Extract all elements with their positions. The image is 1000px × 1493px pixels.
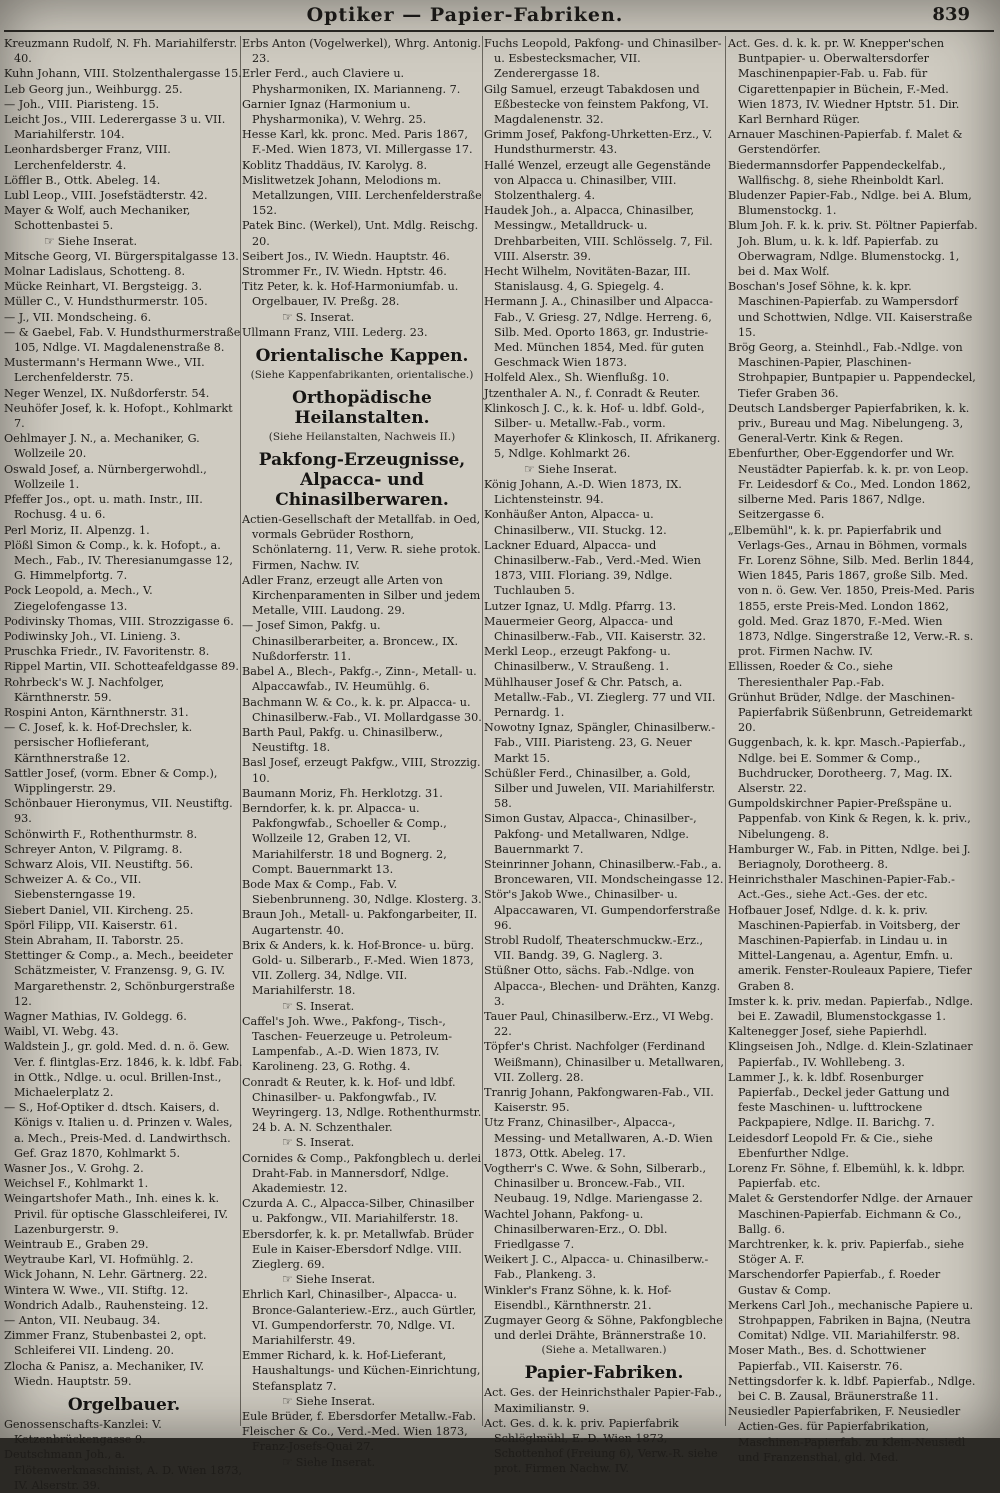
directory-entry: Merkl Leop., erzeugt Pakfong- u. Chinasilberw., V. Straußeng. 1. (484, 645, 671, 674)
directory-entry: Moser Math., Bes. d. Schottwiener Papierfab., VII. Kaiserstr. 76. (728, 1344, 926, 1373)
directory-entry: Genossenschafts-Kanzlei: V. Ketzenbrückengasse 9. (4, 1418, 162, 1447)
see-advertisement-text: Siehe Inserat. (295, 1273, 376, 1287)
section-cross-reference: (Siehe Kappenfabrikanten, orientalische.) (250, 369, 474, 382)
directory-entry: Boschan's Josef Söhne, k. k. kpr. Maschinen-Papierfab. zu Wampersdorf und Schottwien, Ndlge. VII. Kaiserstraße 15. (728, 280, 973, 339)
directory-entry: Babel A., Blech-, Pakfg.-, Zinn-, Metall- u. Alpaccawfab., IV. Heumühlg. 6. (242, 665, 477, 694)
directory-entry: Utz Franz, Chinasilber-, Alpacca-, Messing- und Metallwaren, A.-D. Wien 1873, Ottk. Abeleg. 17. (484, 1116, 713, 1160)
section-heading: Papier-Fabriken. (524, 1363, 684, 1384)
directory-entry: Podivinsky Thomas, VIII. Strozzigasse 6. (4, 614, 234, 628)
directory-entry: Act. Ges. d. k. k. priv. Papierfabrik Schlöglmühl, E.-D. Wien 1873, Schottenhof (Freiung 6), Verw.-R. siehe prot. Firmen Nachw. IV. (484, 1416, 718, 1476)
section-cross-reference: (Siehe Heilanstalten, Nachweis II.) (268, 431, 456, 444)
directory-entry: Caffel's Joh. Wwe., Pakfong-, Tisch-, Taschen- Feuerzeuge u. Petroleum-Lampenfab., A.-D. Wien 1873, IV. Karolineng. 23, G. Rothg. 4. (242, 1014, 452, 1074)
directory-entry: Holfeld Alex., Sh. Wienflußg. 10. (484, 371, 670, 385)
directory-entry: Pfeffer Jos., opt. u. math. Instr., III. Rochusg. 4 u. 6. (4, 493, 203, 522)
directory-entry: Winkler's Franz Söhne, k. k. Hof-Eisendbl., Kärnthnerstr. 21. (484, 1283, 672, 1312)
directory-entry: — Josef Simon, Pakfg. u. Chinasilberarbeiter, a. Broncew., IX. Nußdorferstr. 11. (242, 619, 459, 663)
directory-entry: Malet & Gerstendorfer Ndlge. der Arnauer Maschinen-Papierfab. Eichmann & Co., Ballg. 6. (728, 1192, 973, 1236)
directory-entry: Czurda A. C., Alpacca-Silber, Chinasilber u. Pakfongw., VII. Mariahilferstr. 18. (242, 1197, 474, 1226)
see-advertisement-text: S. Inserat. (295, 310, 355, 324)
directory-entry: Cornides & Comp., Pakfongblech u. derlei Draht-Fab. in Mannersdorf, Ndlge. Akademiestr. 12. (242, 1151, 482, 1195)
directory-entry: Eule Brüder, f. Ebersdorfer Metallw.-Fab. (242, 1410, 477, 1424)
directory-entry: Rohrbeck's W. J. Nachfolger, Kärnthnerstr. 59. (4, 675, 165, 704)
directory-entry: König Johann, A.-D. Wien 1873, IX. Lichtensteinstr. 94. (484, 477, 682, 507)
directory-entry: Berndorfer, k. k. pr. Alpacca- u. Pakfongwfab., Schoeller & Comp., Wollzeile 12, Graben 12, VI. Mariahilferstr. 18 und Bognerg. 2, Compt. Bauernmarkt 13. (242, 801, 447, 876)
directory-entry: Actien-Gesellschaft der Metallfab. in Oed, vormals Gebrüder Rosthorn, Schönlaterng. 11, Verw. R. siehe protok. Firmen, Nachw. IV. (242, 513, 481, 572)
directory-entry: Töpfer's Christ. Nachfolger (Ferdinand Weißmann), Chinasilber u. Metallwaren, VII. Zollerg. 28. (484, 1040, 724, 1084)
directory-entry: Braun Joh., Metall- u. Pakfongarbeiter, II. Augartenstr. 40. (242, 908, 478, 937)
directory-entry: Deutschmann Joh., a. Flötenwerkmaschinist, A. D. Wien 1873, IV. Alserstr. 39. (4, 1448, 243, 1492)
directory-entry: Grünhut Brüder, Ndlge. der Maschinen-Papierfabrik Süßenbrunn, Getreidemarkt 20. (728, 690, 973, 735)
directory-entry: Sattler Josef, (vorm. Ebner & Comp.), Wipplingerstr. 29. (4, 766, 218, 795)
directory-entry: Mitsche Georg, VI. Bürgerspitalgasse 13. (4, 249, 239, 263)
directory-entry: Erbs Anton (Vogelwerkel), Whrg. Antonig. 23. (242, 37, 482, 66)
directory-entry: Siebert Daniel, VII. Kircheng. 25. (4, 903, 194, 917)
directory-entry: Brix & Anders, k. k. Hof-Bronce- u. bürg. Gold- u. Silberarb., F.-Med. Wien 1873, VII. Zollerg. 34, Ndlge. VII. Mariahilferstr. 18. (242, 938, 475, 998)
directory-entry: Guggenbach, k. k. kpr. Masch.-Papierfab., Ndlge. bei E. Sommer & Comp., Buchdrucker, Dorotheerg. 7, Mag. IX. Alserstr. 22. (728, 736, 966, 795)
directory-entry: Schönwirth F., Rothenthurmstr. 8. (4, 827, 198, 841)
see-advertisement-text: S. Inserat. (295, 1136, 355, 1150)
directory-entry: Waibl, VI. Webg. 43. (4, 1025, 119, 1039)
directory-entry: Lorenz Fr. Söhne, f. Elbemühl, k. k. ldbpr. Papierfab. etc. (728, 1162, 965, 1191)
directory-entry: — Anton, VII. Neubaug. 34. (4, 1314, 161, 1328)
directory-entry: Schwarz Alois, VII. Neustiftg. 56. (4, 857, 194, 871)
directory-entry: Marchtrenker, k. k. priv. Papierfab., siehe Stöger A. F. (728, 1238, 965, 1267)
pointing-hand-icon: ☞ (282, 1454, 293, 1469)
directory-entry: Molnar Ladislaus, Schotteng. 8. (4, 265, 186, 279)
pointing-hand-icon: ☞ (44, 233, 55, 248)
directory-entry: Pruschka Friedr., IV. Favoritenstr. 8. (4, 645, 210, 659)
directory-entry: Erler Ferd., auch Claviere u. Physharmoniken, IX. Marianneng. 7. (242, 67, 461, 96)
directory-entry: Wagner Mathias, IV. Goldegg. 6. (4, 1010, 187, 1023)
directory-entry: Strobl Rudolf, Theaterschmuckw.-Erz., VII. Bandg. 39, G. Naglerg. 3. (484, 933, 704, 963)
directory-entry: — C. Josef, k. k. Hof-Drechsler, k. persischer Hoflieferant, Kärnthnerstraße 12. (4, 721, 193, 765)
directory-entry: Pock Leopold, a. Mech., V. Ziegelofengasse 13. (4, 584, 153, 613)
directory-entry: Müller C., V. Hundsthurmerstr. 105. (4, 295, 208, 309)
directory-entry: Perl Moriz, II. Alpenzg. 1. (4, 523, 150, 537)
directory-entry: Seibert Jos., IV. Wiedn. Hauptstr. 46. (242, 249, 450, 263)
see-advertisement-note (242, 310, 482, 325)
directory-entry: Gilg Samuel, erzeugt Tabakdosen und Eßbestecke von feinstem Pakfong, VI. Magdalenenstr. 32. (484, 82, 709, 127)
directory-entry: Oswald Josef, a. Nürnbergerwohdl., Wollzeile 1. (4, 462, 207, 491)
directory-entry: Ellissen, Roeder & Co., siehe Theresienthaler Pap.-Fab. (728, 660, 893, 689)
directory-entry: Basl Josef, erzeugt Pakfgw., VIII, Strozzig. 10. (242, 756, 481, 785)
directory-entry: Schönbauer Hieronymus, VII. Neustiftg. 93. (4, 797, 233, 826)
directory-entry: Ehrlich Karl, Chinasilber-, Alpacca- u. Bronce-Galanteriew.-Erz., auch Gürtler, VI. Gumpendorferstr. 70, Ndlge. VI. Mariahilferstr. 49. (242, 1288, 477, 1348)
directory-entry: Arnauer Maschinen-Papierfab. f. Malet & Gerstendörfer. (728, 128, 963, 157)
directory-entry: Tranrig Johann, Pakfongwaren-Fab., VII. Kaiserstr. 95. (484, 1086, 714, 1115)
pointing-hand-icon: ☞ (282, 1272, 293, 1287)
directory-entry: Adler Franz, erzeugt alle Arten von Kirchenparamenten in Silber und jedem Metalle, VIII. Laudong. 29. (242, 573, 481, 618)
directory-entry: Mühlhauser Josef & Chr. Patsch, a. Metallw.-Fab., VI. Zieglerg. 77 und VII. Pernardg. 1. (484, 675, 716, 719)
directory-entry: Wondrich Adalb., Rauhensteing. 12. (4, 1298, 209, 1312)
directory-entry: Schreyer Anton, V. Pilgramg. 8. (4, 842, 183, 856)
directory-entry: Wintera W. Wwe., VII. Stiftg. 12. (4, 1283, 189, 1297)
see-advertisement-note (4, 234, 244, 249)
directory-entry: Hesse Karl, kk. pronc. Med. Paris 1867, F.-Med. Wien 1873, VI. Millergasse 17. (242, 128, 473, 157)
directory-entry: Emmer Richard, k. k. Hof-Lieferant, Haushaltungs- und Küchen-Einrichtung, Stefansplatz 7. (242, 1349, 481, 1393)
see-advertisement-note (484, 462, 724, 477)
directory-entry: Baumann Moriz, Fh. Herklotzg. 31. (242, 786, 443, 800)
see-advertisement-text: Siehe Inserat. (57, 234, 138, 248)
see-advertisement-note (242, 1135, 482, 1150)
directory-entry: Löffler B., Ottk. Abeleg. 14. (4, 173, 161, 187)
directory-entry: Mücke Reinhart, VI. Bergsteigg. 3. (4, 280, 203, 294)
directory-entry: Fleischer & Co., Verd.-Med. Wien 1873, Franz-Josefs-Quai 27. (242, 1425, 468, 1454)
directory-entry: Weintraub E., Graben 29. (4, 1238, 149, 1252)
section-heading: Orientalische Kappen. (255, 346, 469, 367)
directory-entry: Ebenfurther, Ober-Eggendorfer und Wr. Neustädter Papierfab. k. k. pr. von Leop. Fr. Leidesdorf & Co., Med. London 1862, silberne Med. Paris 1867, Ndlge. Seitzergasse 6. (728, 447, 971, 522)
see-advertisement-note (242, 999, 482, 1014)
directory-entry: Hofbauer Josef, Ndlge. d. k. k. priv. Maschinen-Papierfab. in Voitsberg, der Maschinen-Papierfab. in Lindau u. in Mittel-Langenau, a. Agentur, Emfn. u. amerik. Fenster-Rouleaux Papiere, Tiefer Graben 8. (728, 903, 972, 993)
directory-entry: Brög Georg, a. Steinhdl., Fab.-Ndlge. von Maschinen-Papier, Plaschinen-Strohpapier, Buntpapier u. Pappendeckel, Tiefer Graben 36. (728, 341, 976, 400)
directory-entry: Lutzer Ignaz, U. Mdlg. Pfarrg. 13. (484, 599, 677, 613)
directory-entry: Rippel Martin, VII. Schotteafeldgasse 89. (4, 660, 239, 674)
directory-entry: Mustermann's Hermann Wwe., VII. Lerchenfelderstr. 75. (4, 356, 205, 385)
directory-entry: Blum Joh. F. k. k. priv. St. Pöltner Papierfab. Joh. Blum, u. k. k. ldf. Papierfab. zu Oberwagram, Ndlge. Blumenstockg. 1, bei d. Max Wolf. (728, 219, 978, 279)
directory-entry: Stüßner Otto, sächs. Fab.-Ndlge. von Alpacca-, Blechen- und Drähten, Kanzg. 3. (484, 964, 721, 1008)
directory-entry: Bludenzer Papier-Fab., Ndlge. bei A. Blum, Blumenstockg. 1. (728, 189, 972, 218)
directory-entry: Gumpoldskirchner Papier-Preßspäne u. Pappenfab. von Kink & Regen, k. k. priv., Nibelungeng. 8. (728, 797, 971, 841)
directory-entry: — & Gaebel, Fab. V. Hundsthurmerstraße 105, Ndlge. VI. Magdalenenstraße 8. (4, 325, 241, 355)
directory-entry: Leidesdorf Leopold Fr. & Cie., siehe Ebenfurther Ndlge. (728, 1131, 933, 1160)
directory-entry: Fuchs Leopold, Pakfong- und Chinasilber- u. Esbestecksmacher, VII. Zenderergasse 18. (484, 37, 722, 81)
pointing-hand-icon: ☞ (524, 461, 535, 476)
directory-entry: Weichsel F., Kohlmarkt 1. (4, 1177, 149, 1191)
directory-entry: Conradt & Reuter, k. k. Hof- und ldbf. Chinasilber- u. Pakfongwfab., IV. Weyringerg. 13, Ndlge. Rothenthurmstr. 24 b. A. N. Schzenthaler. (242, 1075, 482, 1135)
directory-entry: Biedermannsdorfer Pappendeckelfab., Wallfischg. 8, siehe Rheinboldt Karl. (728, 158, 946, 187)
see-advertisement-note (242, 1455, 482, 1470)
pointing-hand-icon: ☞ (282, 998, 293, 1013)
directory-entry: Neusiedler Papierfabriken, F. Neusiedler Actien-Ges. für Papierfabrikation, Maschinen-Papierfab. zu Klein-Neusiedl und Franzensthal, gld. Med. (728, 1405, 966, 1464)
directory-entry: Jtzenthaler A. N., f. Conradt & Reuter. (484, 386, 701, 400)
column-divider (482, 36, 483, 1426)
directory-entry: Mauermeier Georg, Alpacca- und Chinasilberw.-Fab., VII. Kaiserstr. 32. (484, 614, 706, 643)
directory-entry: Hermann J. A., Chinasilber und Alpacca-Fab., V. Griesg. 27, Ndlge. Herreng. 6, Silb. Med. Oporto 1863, gr. Industrie-Med. München 1854, Med. für guten Geschmack Wien 1873. (484, 295, 713, 370)
page-number: 839 (932, 4, 970, 25)
directory-entry: Lammer J., k. k. ldbf. Rosenburger Papierfab., Deckel jeder Gattung und feste Maschinen- u. lufttrockene Packpapiere, Ndlge. II. Barichg. 7. (728, 1070, 950, 1130)
column-2 (242, 36, 482, 1469)
directory-entry: Strommer Fr., IV. Wiedn. Hptstr. 46. (242, 265, 447, 279)
directory-entry: Hecht Wilhelm, Novitäten-Bazar, III. Stanislausg. 4, G. Spiegelg. 4. (484, 265, 691, 294)
directory-entry: Tauer Paul, Chinasilberw.-Erz., VI Webg. 22. (484, 1010, 714, 1039)
directory-entry: Wasner Jos., V. Grohg. 2. (4, 1162, 144, 1176)
running-header-title: Optiker — Papier-Fabriken. (306, 4, 624, 26)
directory-entry: Marschendorfer Papierfab., f. Roeder Gustav & Comp. (728, 1268, 941, 1297)
directory-entry: Hamburger W., Fab. in Pitten, Ndlge. bei J. Beriagnoly, Dorotheerg. 8. (728, 842, 971, 871)
directory-entry: Konhäußer Anton, Alpacca- u. Chinasilberw., VII. Stuckg. 12. (484, 508, 667, 537)
directory-entry: „Elbemühl", k. k. pr. Papierfabrik und Verlags-Ges., Arnau in Böhmen, vormals Fr. Lorenz Söhne, Silb. Med. Berlin 1844, Wien 1845, Paris 1867, große Silb. Med. von n. ö. Gew. Ver. 1850, Preis-Med. Paris 1855, erste Preis-Med. London 1862, gold. Med. Graz 1870, F.-Med. Wien 1873, Ndlge. Singerstraße 12, Verw.-R. s. prot. Firmen Nachw. IV. (728, 523, 975, 659)
directory-entry: Vogtherr's C. Wwe. & Sohn, Silberarb., Chinasilber u. Broncew.-Fab., VII. Neubaug. 19, Ndlge. Mariengasse 2. (484, 1162, 707, 1206)
directory-entry: Zimmer Franz, Stubenbastei 2, opt. Schleiferei VII. Lindeng. 20. (4, 1329, 207, 1358)
directory-entry: Schüßler Ferd., Chinasilber, a. Gold, Silber und Juwelen, VII. Mariahilferstr. 58. (484, 766, 716, 811)
directory-entry: Act. Ges. der Heinrichsthaler Papier-Fab., Maximilianstr. 9. (484, 1386, 722, 1415)
directory-entry: Podiwinsky Joh., VI. Linieng. 3. (4, 629, 181, 643)
directory-entry: Simon Gustav, Alpacca-, Chinasilber-, Pakfong- und Metallwaren, Ndlge. Bauernmarkt 7. (484, 812, 697, 856)
directory-entry: Bode Max & Comp., Fab. V. Siebenbrunneng. 30, Ndlge. Klosterg. 3. (242, 877, 482, 907)
section-cross-reference: (Siehe a. Metallwaren.) (541, 1344, 667, 1357)
column-1 (4, 36, 244, 1492)
directory-entry: — S., Hof-Optiker d. dtsch. Kaisers, d. Königs v. Italien u. d. Prinzen v. Wales, a. Mech., Preis-Med. d. Landwirthsch. Gef. Graz 1870, Kohlmarkt 5. (4, 1101, 233, 1160)
directory-entry: — J., VII. Mondscheing. 6. (4, 310, 152, 324)
directory-entry: Merkens Carl Joh., mechanische Papiere u. Strohpappen, Fabriken in Bajna, (Neutra Comitat) Ndlge. VII. Mariahilferstr. 98. (728, 1298, 974, 1343)
directory-entry: Leonhardsberger Franz, VIII. Lerchenfelderstr. 4. (4, 143, 171, 172)
directory-entry: Zlocha & Panisz, a. Mechaniker, IV. Wiedn. Hauptstr. 59. (4, 1359, 205, 1388)
directory-entry: Kaltenegger Josef, siehe Papierhdl. (728, 1025, 928, 1039)
directory-entry: Deutsch Landsberger Papierfabriken, k. k. priv., Bureau und Mag. Nibelungeng. 3, General-Vertr. Kink & Regen. (728, 401, 970, 446)
directory-entry: Neuhöfer Josef, k. k. Hofopt., Kohlmarkt 7. (4, 401, 233, 431)
directory-entry: Schweizer A. & Co., VII. Siebensterngasse 19. (4, 873, 142, 902)
directory-entry: Neger Wenzel, IX. Nußdorferstr. 54. (4, 386, 210, 400)
see-advertisement-note (242, 1394, 482, 1409)
directory-entry: Haudek Joh., a. Alpacca, Chinasilber, Messingw., Metalldruck- u. Drehbarbeiten, VIII. Schlösselg. 7, Fil. VIII. Alserstr. 39. (484, 204, 713, 263)
directory-entry: Rospini Anton, Kärnthnerstr. 31. (4, 705, 189, 719)
column-divider (725, 36, 726, 1426)
directory-entry: Act. Ges. d. k. k. pr. W. Knepper'schen Buntpapier- u. Oberwaltersdorfer Maschinenpapier-Fab. u. Fab. für Cigarettenpapier in Büchein, F.-Med. Wien 1873, IV. Wiedner Hptstr. 51. Dir. Karl Bernhard Rüger. (728, 37, 960, 127)
directory-entry: Waldstein J., gr. gold. Med. d. n. ö. Gew. Ver. f. flintglas-Erz. 1846, k. k. ldbf. Fab. in Ottk., Ndlge. u. ocul. Brillen-Inst., Michaelerplatz 2. (4, 1040, 243, 1100)
directory-entry: Nettingsdorfer k. k. ldbf. Papierfab., Ndlge. bei C. B. Zausal, Bräunerstraße 11. (728, 1374, 976, 1404)
directory-entry: Nowotny Ignaz, Spängler, Chinasilberw.-Fab., VIII. Piaristeng. 23, G. Neuer Markt 15. (484, 721, 715, 765)
directory-entry: Oehlmayer J. N., a. Mechaniker, G. Wollzeile 20. (4, 432, 200, 461)
directory-entry: Garnier Ignaz (Harmonium u. Physharmonika), V. Wehrg. 25. (242, 97, 427, 127)
page-header (0, 4, 1000, 30)
directory-entry: Koblitz Thaddäus, IV. Karolyg. 8. (242, 158, 428, 172)
directory-entry: Klinkosch J. C., k. k. Hof- u. ldbf. Gold-, Silber- u. Metallw.-Fab., vorm. Mayerhofer & Klinkosch, II. Afrikanerg. 5, Ndlge. Kohlmarkt 26. (484, 401, 721, 461)
see-advertisement-text: S. Inserat. (295, 999, 355, 1013)
directory-entry: Leb Georg jun., Weihburgg. 25. (4, 82, 183, 96)
pointing-hand-icon: ☞ (282, 1135, 293, 1150)
directory-entry: Stör's Jakob Wwe., Chinasilber- u. Alpaccawaren, VI. Gumpendorferstraße 96. (484, 888, 721, 932)
directory-entry: Hallé Wenzel, erzeugt alle Gegenstände von Alpacca u. Chinasilber, VIII. Stolzenthalerg. 4. (484, 158, 711, 203)
directory-entry: Wachtel Johann, Pakfong- u. Chinasilberwaren-Erz., O. Dbl. Friedlgasse 7. (484, 1207, 668, 1252)
directory-entry: Leicht Jos., VIII. Lederergasse 3 u. VII. Mariahilferstr. 104. (4, 113, 226, 142)
directory-entry: Patek Binc. (Werkel), Unt. Mdlg. Reischg. 20. (242, 219, 479, 248)
see-advertisement-text: Siehe Inserat. (295, 1394, 376, 1408)
directory-entry: Lubl Leop., VIII. Josefstädterstr. 42. (4, 189, 208, 203)
directory-entry: Ebersdorfer, k. k. pr. Metallwfab. Brüder Eule in Kaiser-Ebersdorf Ndlge. VIII. Zieglerg. 69. (242, 1227, 474, 1272)
directory-entry: Stein Abraham, II. Taborstr. 25. (4, 933, 184, 947)
section-heading: Pakfong-Erzeugnisse, Alpacca- und Chinasilberwaren. (258, 450, 466, 511)
directory-entry: Zugmayer Georg & Söhne, Pakfongbleche und derlei Drähte, Brännerstraße 10. (484, 1314, 723, 1343)
directory-entry: Ullmann Franz, VIII. Lederg. 23. (242, 325, 428, 339)
directory-entry: Weingartshofer Math., Inh. eines k. k. Privil. für optische Glasschleiferei, IV. Lazenburgerstr. 9. (4, 1192, 229, 1236)
column-3 (484, 36, 724, 1476)
directory-entry: Klingseisen Joh., Ndlge. d. Klein-Szlatinaer Papierfab., IV. Wohllebeng. 3. (728, 1040, 973, 1069)
directory-entry: Mislitwetzek Johann, Melodions m. Metallzungen, VIII. Lerchenfelderstraße 152. (242, 173, 482, 218)
directory-entry: Weytraube Karl, VI. Hofmühlg. 2. (4, 1253, 194, 1267)
directory-entry: Spörl Filipp, VII. Kaiserstr. 61. (4, 918, 178, 932)
directory-entry: Weikert J. C., Alpacca- u. Chinasilberw.-Fab., Plankeng. 3. (484, 1253, 709, 1282)
directory-entry: Wick Johann, N. Lehr. Gärtnerg. 22. (4, 1268, 208, 1282)
directory-entry: Heinrichsthaler Maschinen-Papier-Fab.-Act.-Ges., siehe Act.-Ges. der etc. (728, 873, 955, 902)
directory-entry: Barth Paul, Pakfg. u. Chinasilberw., Neustiftg. 18. (242, 725, 443, 755)
directory-entry: Titz Peter, k. k. Hof-Harmoniumfab. u. Orgelbauer, IV. Preßg. 28. (242, 280, 459, 309)
directory-entry: — Joh., VIII. Piaristeng. 15. (4, 97, 160, 111)
directory-entry: Steinrinner Johann, Chinasilberw.-Fab., a. Broncewaren, VII. Mondscheingasse 12. (484, 857, 724, 887)
section-heading: Orgelbauer. (67, 1395, 181, 1416)
directory-entry: Stettinger & Comp., a. Mech., beeideter Schätzmeister, V. Franzensg. 9, G. IV. Margarethenstr. 2, Schönburgerstraße 12. (4, 949, 235, 1008)
see-advertisement-text: Siehe Inserat. (537, 462, 618, 476)
see-advertisement-text: Siehe Inserat. (295, 1455, 376, 1469)
directory-entry: Grimm Josef, Pakfong-Uhrketten-Erz., V. Hundsthurmerstr. 43. (484, 128, 713, 157)
see-advertisement-note (242, 1272, 482, 1287)
pointing-hand-icon: ☞ (282, 309, 293, 324)
column-4 (728, 36, 978, 1464)
directory-entry: Mayer & Wolf, auch Mechaniker, Schottenbastei 5. (4, 204, 191, 233)
directory-entry: Imster k. k. priv. medan. Papierfab., Ndlge. bei E. Zawadil, Blumenstockgasse 1. (728, 994, 974, 1023)
header-rule (4, 30, 994, 32)
section-heading: Orthopädische Heilanstalten. (292, 388, 432, 429)
directory-entry: Kreuzmann Rudolf, N. Fh. Mariahilferstr. 40. (4, 37, 237, 66)
directory-entry: Lackner Eduard, Alpacca- und Chinasilberw.-Fab., Verd.-Med. Wien 1873, VIII. Floriang. 39, Ndlge. Tuchlauben 5. (484, 538, 701, 598)
pointing-hand-icon: ☞ (282, 1393, 293, 1408)
directory-entry: Bachmann W. & Co., k. k. pr. Alpacca- u. Chinasilberw.-Fab., VI. Mollardgasse 30. (242, 695, 482, 724)
directory-entry: Plößl Simon & Comp., k. k. Hofopt., a. Mech., Fab., IV. Theresianumgasse 12, G. Himmelpfortg. 7. (4, 538, 233, 583)
directory-entry: Kuhn Johann, VIII. Stolzenthalergasse 15. (4, 67, 242, 81)
